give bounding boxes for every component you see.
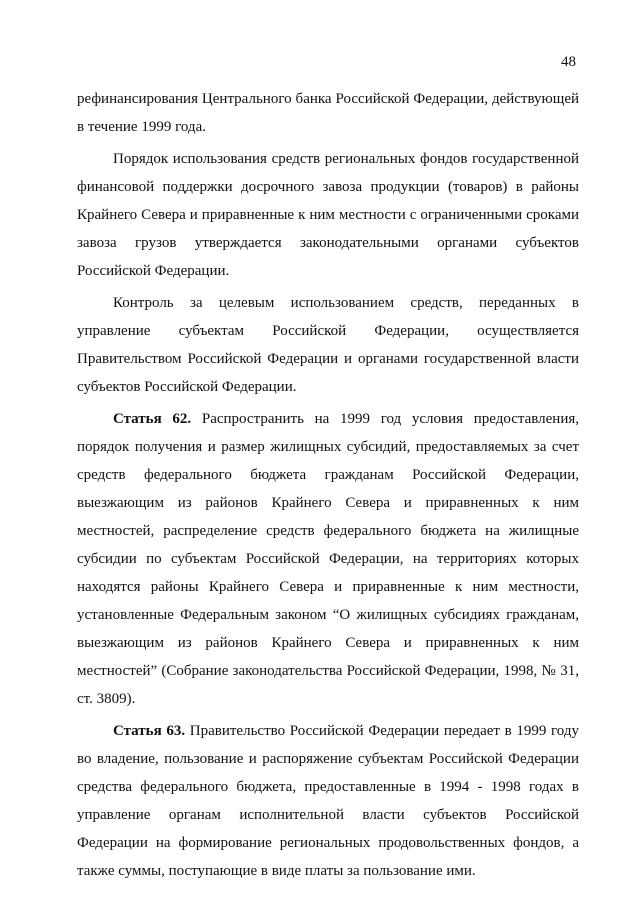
article-63-text: Правительство Российской Федерации передает в 1999 году во владение, пользование и распоряжение субъектам Российской Федерации средства федерального бюджета, предоставленные в 1994 - 1998 годах в управление органам исполнительной власти субъектов Российской Федерации на формирование региональных продовольственных фондов, а также суммы, поступающие в виде платы за пользование ими. bbox=[77, 723, 579, 879]
paragraph-control: Контроль за целевым использованием средств, переданных в управление субъектам Российской Федерации, осуществляется Правительством Российской Федерации и органами государственной власти субъектов Российской Федерации. bbox=[77, 295, 579, 395]
article-63-label: Статья 63. bbox=[113, 723, 186, 739]
article-63 bbox=[77, 717, 579, 885]
article-62 bbox=[77, 405, 579, 713]
paragraph-continuation: рефинансирования Центрального банка Российской Федерации, действующей в течение 1999 года. bbox=[77, 91, 579, 135]
article-62-text: Распространить на 1999 год условия предоставления, порядок получения и размер жилищных субсидий, предоставляемых за счет средств федерального бюджета гражданам Российской Федерации, выезжающим из районов Крайнего Севера и приравненных к ним местностей, распределение средств федерального бюджета на жилищные субсидии по субъектам Российской Федерации, на территориях которых находятся районы Крайнего Севера и приравненные к ним местности, установленные Федеральным законом “О жилищных субсидиях гражданам, выезжающим из районов Крайнего Севера и приравненных к ним местностей” (Собрание законодательства Российской Федерации, 1998, № 31, ст. 3809). bbox=[77, 411, 579, 707]
article-62-label: Статья 62. bbox=[113, 411, 192, 427]
paragraph-regional-funds: Порядок использования средств региональных фондов государственной финансовой поддержки досрочного завоза продукции (товаров) в районы Крайнего Севера и приравненные к ним местности с ограниченными сроками завоза грузов утверждается законодательными органами субъектов Российской Федерации. bbox=[77, 151, 579, 279]
document-body bbox=[77, 85, 579, 885]
page-number: 48 bbox=[561, 54, 576, 70]
